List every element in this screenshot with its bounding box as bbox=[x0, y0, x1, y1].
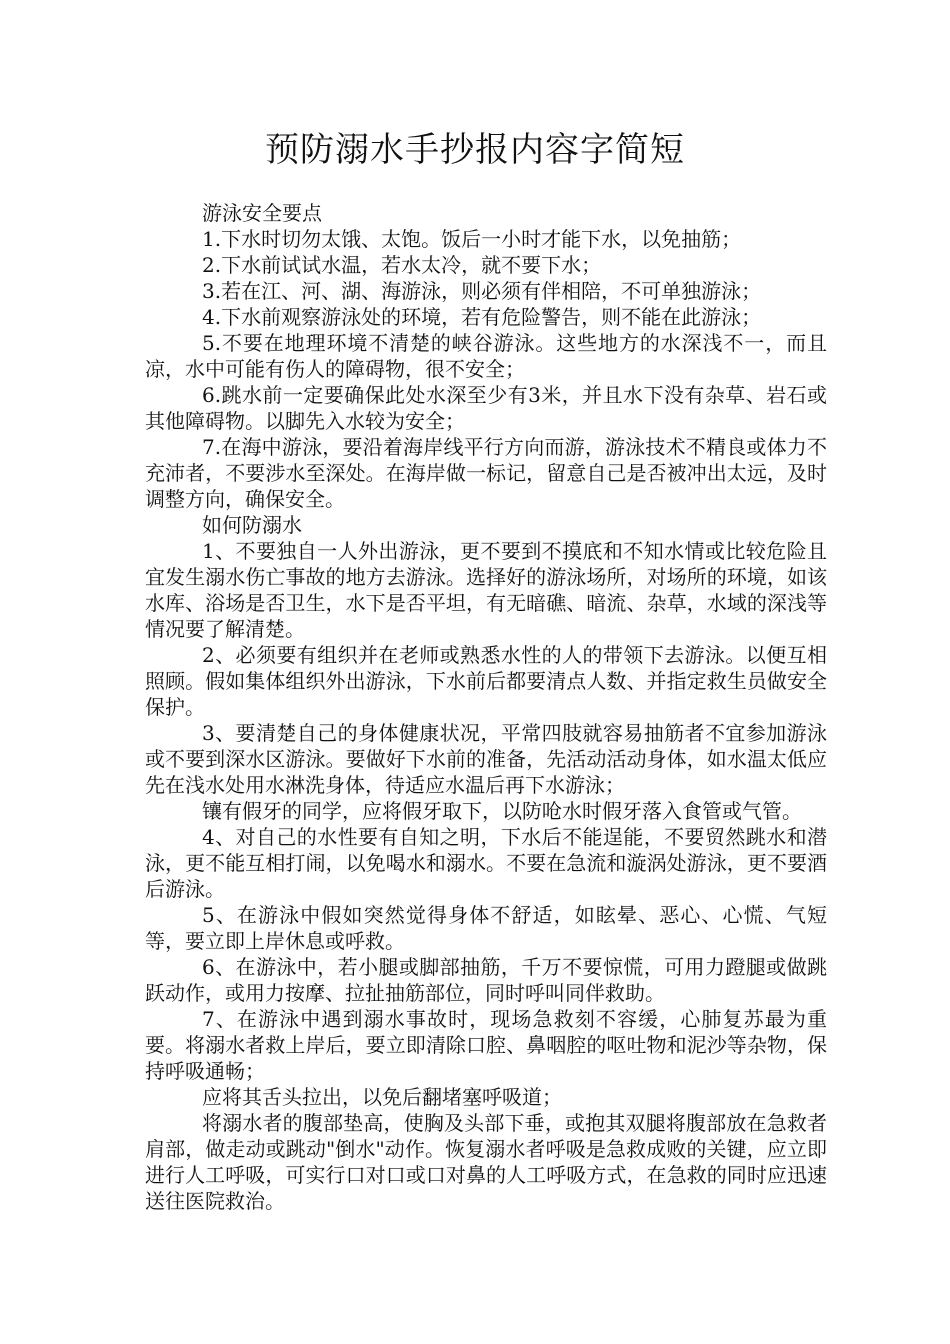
paragraph: 1、不要独自一人外出游泳，更不要到不摸底和不知水情或比较危险且宜发生溺水伤亡事故的地方去游泳。选择好的游泳场所，对场所的环境，如该水库、浴场是否卫生，水下是否平坦，有无暗礁、暗流、杂草，水域的深浅等情况要了解清楚。 bbox=[145, 539, 827, 641]
paragraph: 将溺水者的腹部垫高，使胸及头部下垂，或抱其双腿将腹部放在急救者肩部，做走动或跳动"倒水"动作。恢复溺水者呼吸是急救成败的关键，应立即进行人工呼吸，可实行口对口或口对鼻的人工呼吸方式，在急救的同时应迅速送往医院救治。 bbox=[145, 1111, 827, 1213]
paragraph: 5、在游泳中假如突然觉得身体不舒适，如眩晕、恶心、心慌、气短等，要立即上岸休息或呼救。 bbox=[145, 903, 827, 953]
paragraph: 6.跳水前一定要确保此处水深至少有3米，并且水下没有杂草、岩石或其他障碍物。以脚先入水较为安全； bbox=[145, 383, 827, 433]
section-heading-swim-safety: 游泳安全要点 bbox=[202, 201, 322, 225]
paragraph: 应将其舌头拉出，以免后翻堵塞呼吸道； bbox=[202, 1085, 562, 1109]
section-heading-drowning-prevention: 如何防溺水 bbox=[202, 513, 302, 537]
paragraph: 6、在游泳中，若小腿或脚部抽筋，千万不要惊慌，可用力蹬腿或做跳跃动作，或用力按摩、拉扯抽筋部位，同时呼叫同伴救助。 bbox=[145, 955, 827, 1005]
paragraph: 2、必须要有组织并在老师或熟悉水性的人的带领下去游泳。以便互相照顾。假如集体组织外出游泳，下水前后都要清点人数、并指定救生员做安全保护。 bbox=[145, 643, 827, 719]
paragraph: 4、对自己的水性要有自知之明，下水后不能逞能，不要贸然跳水和潜泳，更不能互相打闹，以免喝水和溺水。不要在急流和漩涡处游泳，更不要酒后游泳。 bbox=[145, 825, 827, 901]
document-body bbox=[145, 200, 827, 1214]
paragraph: 4.下水前观察游泳处的环境，若有危险警告，则不能在此游泳； bbox=[202, 305, 762, 329]
paragraph: 5.不要在地理环境不清楚的峡谷游泳。这些地方的水深浅不一，而且凉，水中可能有伤人的障碍物，很不安全； bbox=[145, 331, 827, 381]
paragraph: 2.下水前试试水温，若水太冷，就不要下水； bbox=[202, 253, 602, 277]
paragraph: 3.若在江、河、湖、海游泳，则必须有伴相陪，不可单独游泳； bbox=[202, 279, 762, 303]
document-title: 预防溺水手抄报内容字简短 bbox=[265, 130, 685, 170]
paragraph: 7.在海中游泳，要沿着海岸线平行方向而游，游泳技术不精良或体力不充沛者，不要涉水至深处。在海岸做一标记，留意自己是否被冲出太远，及时调整方向，确保安全。 bbox=[145, 435, 827, 511]
paragraph: 7、在游泳中遇到溺水事故时，现场急救刻不容缓，心肺复苏最为重要。将溺水者救上岸后，要立即清除口腔、鼻咽腔的呕吐物和泥沙等杂物，保持呼吸通畅； bbox=[145, 1007, 827, 1083]
paragraph: 1.下水时切勿太饿、太饱。饭后一小时才能下水，以免抽筋； bbox=[202, 227, 742, 251]
paragraph: 3、要清楚自己的身体健康状况，平常四肢就容易抽筋者不宜参加游泳或不要到深水区游泳。要做好下水前的准备，先活动活动身体，如水温太低应先在浅水处用水淋洗身体，待适应水温后再下水游泳； bbox=[145, 721, 827, 797]
paragraph: 镶有假牙的同学，应将假牙取下，以防呛水时假牙落入食管或气管。 bbox=[202, 799, 802, 823]
